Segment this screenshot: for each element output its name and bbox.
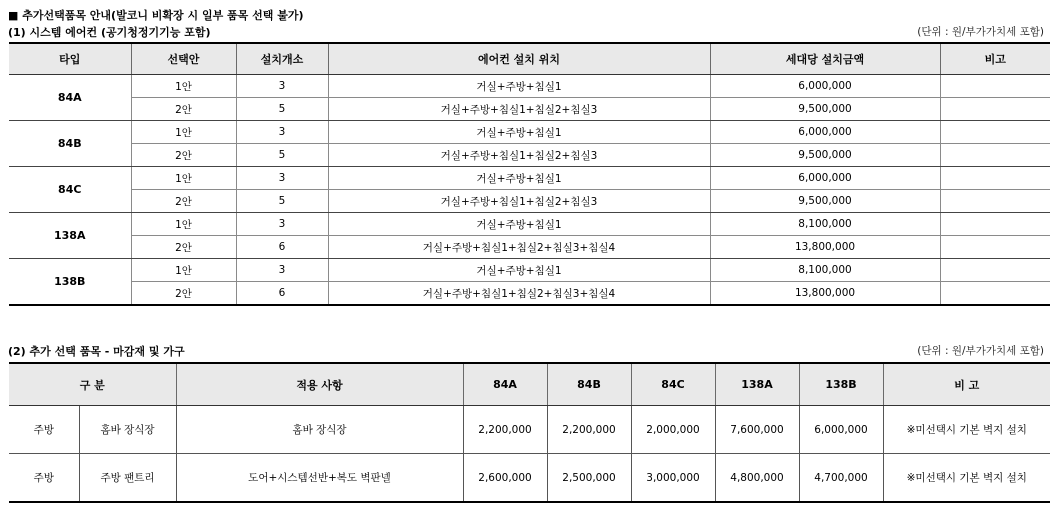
price-cell: 8,100,000: [710, 213, 940, 236]
header-category: 구 분: [9, 363, 176, 406]
option-cell: 1안: [131, 213, 236, 236]
location-cell: 거실+주방+침실1+침실2+침실3+침실4: [328, 236, 710, 259]
price-cell: 6,000,000: [710, 167, 940, 190]
page-title: ■ 추가선택품목 안내(발코니 비확장 시 일부 품목 선택 불가): [8, 9, 304, 22]
location-cell: 거실+주방+침실1: [328, 121, 710, 144]
price-138a-cell: 7,600,000: [715, 406, 799, 454]
note-cell: [940, 121, 1050, 144]
header-84b: 84B: [547, 363, 631, 406]
option-cell: 2안: [131, 144, 236, 167]
price-cell: 8,100,000: [710, 259, 940, 282]
count-cell: 3: [236, 121, 328, 144]
note-cell: [940, 190, 1050, 213]
count-cell: 3: [236, 167, 328, 190]
table-row: [9, 75, 1050, 98]
price-84c-cell: 2,000,000: [631, 406, 715, 454]
aircon-table: [9, 42, 1050, 306]
price-cell: 6,000,000: [710, 121, 940, 144]
table-row: [9, 282, 1050, 306]
option-cell: 1안: [131, 259, 236, 282]
header-note: 비고: [940, 43, 1050, 75]
price-84b-cell: 2,200,000: [547, 406, 631, 454]
header-84c: 84C: [631, 363, 715, 406]
count-cell: 3: [236, 75, 328, 98]
header-type: 타입: [9, 43, 131, 75]
finish-header-row: [9, 363, 1050, 406]
note-cell: [940, 259, 1050, 282]
note-cell: [940, 98, 1050, 121]
header-applies: 적용 사항: [176, 363, 463, 406]
note-cell: ※미선택시 기본 벽지 설치: [883, 406, 1050, 454]
price-138b-cell: 4,700,000: [799, 454, 883, 503]
table-row: [9, 236, 1050, 259]
count-cell: 5: [236, 144, 328, 167]
item-cell: 홈바 장식장: [79, 406, 176, 454]
header-price: 세대당 설치금액: [710, 43, 940, 75]
count-cell: 6: [236, 236, 328, 259]
price-84a-cell: 2,600,000: [463, 454, 547, 503]
option-cell: 2안: [131, 98, 236, 121]
note-cell: [940, 167, 1050, 190]
aircon-header-row: [9, 43, 1050, 75]
header-location: 에어컨 설치 위치: [328, 43, 710, 75]
table-row: [9, 98, 1050, 121]
note-cell: [940, 144, 1050, 167]
table-row: [9, 213, 1050, 236]
price-138a-cell: 4,800,000: [715, 454, 799, 503]
header-count: 설치개소: [236, 43, 328, 75]
location-cell: 거실+주방+침실1: [328, 213, 710, 236]
type-cell: 138B: [9, 259, 131, 306]
type-cell: 84B: [9, 121, 131, 167]
table-row: [9, 144, 1050, 167]
location-cell: 거실+주방+침실1: [328, 259, 710, 282]
option-cell: 2안: [131, 236, 236, 259]
price-cell: 9,500,000: [710, 98, 940, 121]
applies-cell: 홈바 장식장: [176, 406, 463, 454]
applies-cell: 도어+시스템선반+복도 벽판넬: [176, 454, 463, 503]
count-cell: 5: [236, 190, 328, 213]
price-84c-cell: 3,000,000: [631, 454, 715, 503]
option-cell: 1안: [131, 167, 236, 190]
option-cell: 1안: [131, 121, 236, 144]
header-138b: 138B: [799, 363, 883, 406]
price-cell: 13,800,000: [710, 236, 940, 259]
location-cell: 거실+주방+침실1+침실2+침실3: [328, 190, 710, 213]
item-cell: 주방 팬트리: [79, 454, 176, 503]
location-cell: 거실+주방+침실1+침실2+침실3: [328, 98, 710, 121]
option-cell: 2안: [131, 282, 236, 306]
count-cell: 6: [236, 282, 328, 306]
price-138b-cell: 6,000,000: [799, 406, 883, 454]
option-cell: 2안: [131, 190, 236, 213]
note-cell: [940, 213, 1050, 236]
section2-unit-note: (단위 : 원/부가가치세 포함): [917, 345, 1044, 357]
table-row: [9, 406, 1050, 454]
note-cell: ※미선택시 기본 벽지 설치: [883, 454, 1050, 503]
header-option: 선택안: [131, 43, 236, 75]
type-cell: 138A: [9, 213, 131, 259]
count-cell: 3: [236, 259, 328, 282]
area-cell: 주방: [9, 406, 79, 454]
location-cell: 거실+주방+침실1: [328, 167, 710, 190]
price-84b-cell: 2,500,000: [547, 454, 631, 503]
count-cell: 5: [236, 98, 328, 121]
count-cell: 3: [236, 213, 328, 236]
header-note: 비 고: [883, 363, 1050, 406]
location-cell: 거실+주방+침실1: [328, 75, 710, 98]
area-cell: 주방: [9, 454, 79, 503]
price-cell: 9,500,000: [710, 144, 940, 167]
option-cell: 1안: [131, 75, 236, 98]
section1-unit-note: (단위 : 원/부가가치세 포함): [917, 26, 1044, 38]
table-row: [9, 190, 1050, 213]
table-row: [9, 259, 1050, 282]
header-138a: 138A: [715, 363, 799, 406]
table-row: [9, 454, 1050, 503]
header-84a: 84A: [463, 363, 547, 406]
location-cell: 거실+주방+침실1+침실2+침실3: [328, 144, 710, 167]
table-row: [9, 121, 1050, 144]
price-cell: 6,000,000: [710, 75, 940, 98]
price-84a-cell: 2,200,000: [463, 406, 547, 454]
price-cell: 9,500,000: [710, 190, 940, 213]
table-row: [9, 167, 1050, 190]
note-cell: [940, 236, 1050, 259]
note-cell: [940, 282, 1050, 306]
note-cell: [940, 75, 1050, 98]
location-cell: 거실+주방+침실1+침실2+침실3+침실4: [328, 282, 710, 306]
section1-heading: (1) 시스템 에어컨 (공기청정기기능 포함): [8, 26, 211, 39]
type-cell: 84A: [9, 75, 131, 121]
finish-furniture-table: [9, 362, 1050, 503]
price-cell: 13,800,000: [710, 282, 940, 306]
type-cell: 84C: [9, 167, 131, 213]
section2-heading: (2) 추가 선택 품목 - 마감재 및 가구: [8, 345, 185, 358]
